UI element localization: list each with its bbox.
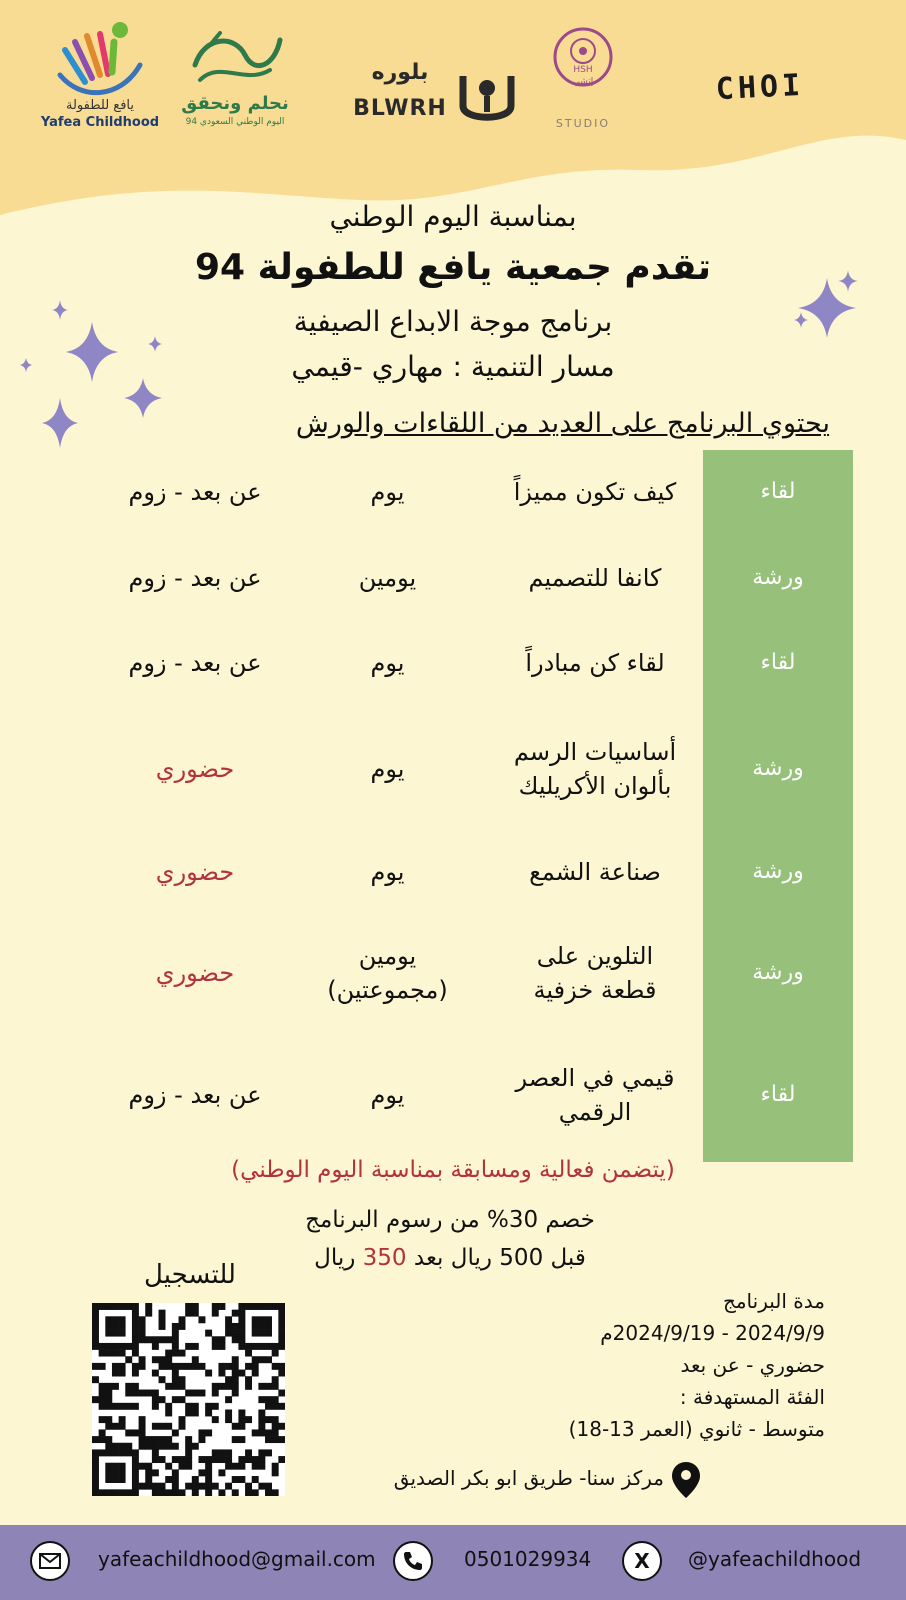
- session-row: [0, 558, 906, 598]
- qr-code-icon: [92, 1303, 285, 1496]
- session-duration: [300, 1078, 475, 1112]
- session-title-line: التلوين على: [536, 942, 654, 970]
- session-title: [485, 561, 705, 595]
- yafea-logo-english: Yafea Childhood: [40, 115, 160, 130]
- session-duration-line: يوم: [370, 1081, 405, 1109]
- location-pin-icon: [672, 1462, 700, 1498]
- session-row: [0, 1052, 906, 1138]
- session-title: [485, 475, 705, 509]
- hsh-arabic-text: إتشي: [572, 77, 594, 87]
- register-label: للتسجيل: [144, 1260, 236, 1290]
- hsh-text: HSH: [573, 65, 593, 75]
- session-row: [0, 852, 906, 892]
- location-text: مركز سنا- طريق ابو بكر الصديق: [393, 1466, 664, 1490]
- session-title-line: بألوان الأكريليك: [518, 772, 672, 800]
- session-type: ورشة: [752, 859, 804, 884]
- phone-text[interactable]: 0501029934: [464, 1547, 592, 1571]
- session-duration-line: يوم: [370, 478, 405, 506]
- session-duration: [300, 855, 475, 889]
- choi-logo: [700, 62, 820, 122]
- session-type: لقاء: [760, 1082, 796, 1107]
- email-text[interactable]: yafeachildhood@gmail.com: [98, 1547, 376, 1571]
- session-duration: [300, 752, 475, 786]
- program-name: برنامج موجة الابداع الصيفية: [293, 305, 613, 338]
- session-title-line: صناعة الشمع: [529, 858, 661, 886]
- national-day-calligraphy-icon: [175, 25, 295, 95]
- email-icon[interactable]: [30, 1541, 70, 1581]
- presenter-title: تقدم جمعية يافع للطفولة 94: [194, 247, 712, 288]
- session-mode: حضوري: [155, 959, 235, 987]
- session-mode: عن بعد - زوم: [128, 478, 262, 506]
- session-title: [485, 646, 705, 680]
- session-title-line: أساسيات الرسم: [513, 738, 677, 766]
- session-duration-line: يوم: [370, 755, 405, 783]
- hsh-studio-logo: [548, 25, 618, 135]
- studio-text: STUDIO: [555, 117, 611, 130]
- program-dates: 2024/9/9 - 2024/9/19م: [600, 1321, 825, 1345]
- session-title-line: قطعة خزفية: [533, 976, 657, 1004]
- contains-subtitle: يحتوي البرنامج على العديد من اللقاءات والورش: [295, 408, 830, 439]
- session-title-line: كانفا للتصميم: [528, 564, 662, 592]
- session-row: [0, 472, 906, 512]
- session-duration-line: (مجموعتين): [327, 976, 448, 1004]
- session-title-line: الرقمي: [558, 1098, 632, 1126]
- session-title-line: لقاء كن مبادراً: [525, 649, 665, 677]
- yafea-logo: [40, 20, 160, 132]
- session-title: [485, 855, 705, 889]
- session-mode: عن بعد - زوم: [128, 564, 262, 592]
- session-mode: عن بعد - زوم: [128, 649, 262, 677]
- session-type: لقاء: [760, 479, 796, 504]
- event-note: (يتضمن فعالية ومسابقة بمناسبة اليوم الوطني): [231, 1157, 675, 1183]
- session-title: [485, 735, 705, 803]
- sparkle-icon: [42, 398, 78, 448]
- session-mode: حضوري: [155, 755, 235, 783]
- session-duration-line: يوم: [370, 858, 405, 886]
- location: [330, 1462, 700, 1498]
- session-duration-line: يوم: [370, 649, 405, 677]
- session-title: [485, 939, 705, 1007]
- session-title: [485, 1061, 705, 1129]
- session-type: ورشة: [752, 565, 804, 590]
- track-text: مسار التنمية : مهاري -قيمي: [291, 350, 615, 383]
- occasion-text: بمناسبة اليوم الوطني: [329, 200, 577, 233]
- session-duration: [300, 475, 475, 509]
- details-block: [480, 1285, 825, 1445]
- session-duration-line: يومين: [358, 942, 417, 970]
- x-logo-icon[interactable]: X: [622, 1541, 662, 1581]
- price-before: قبل 500 ريال بعد: [413, 1245, 586, 1271]
- session-row: [0, 643, 906, 683]
- blwrh-mark-icon: [457, 66, 517, 126]
- blwrh-logo-english: BLWRH: [353, 96, 447, 121]
- session-duration: [300, 646, 475, 680]
- blwrh-logo: [345, 60, 520, 130]
- session-row: [0, 726, 906, 812]
- audience-label: الفئة المستهدفة :: [679, 1385, 825, 1409]
- price-currency: ريال: [314, 1245, 356, 1271]
- national-day-subtitle: اليوم الوطني السعودي 94: [185, 117, 285, 127]
- session-mode: حضوري: [155, 858, 235, 886]
- duration-label: مدة البرنامج: [722, 1289, 825, 1313]
- price-line: [250, 1245, 650, 1271]
- price-after: 350: [362, 1245, 407, 1271]
- audience-value: متوسط - ثانوي (العمر 13-18): [568, 1417, 825, 1441]
- session-type: ورشة: [752, 756, 804, 781]
- session-type: ورشة: [752, 960, 804, 985]
- yafea-hand-icon: [40, 20, 160, 100]
- x-handle-text[interactable]: @yafeachildhood: [688, 1547, 862, 1571]
- session-row: [0, 930, 906, 1016]
- session-duration: [300, 939, 475, 1007]
- national-day-title: نحلم ونحقق: [181, 93, 289, 114]
- session-duration: [300, 561, 475, 595]
- qr-code[interactable]: [92, 1303, 285, 1496]
- blwrh-logo-arabic: بلوره: [371, 60, 429, 85]
- session-title-line: قيمي في العصر: [515, 1064, 675, 1092]
- phone-icon[interactable]: [393, 1541, 433, 1581]
- session-mode: عن بعد - زوم: [128, 1081, 262, 1109]
- session-type: لقاء: [760, 650, 796, 675]
- national-day-logo: [175, 25, 295, 135]
- session-title-line: كيف تكون مميزاً: [513, 478, 677, 506]
- program-modes: حضوري - عن بعد: [680, 1353, 825, 1377]
- session-duration-line: يومين: [358, 564, 417, 592]
- choi-logo-text: CHOI: [715, 67, 805, 108]
- yafea-logo-arabic: يافع للطفولة: [66, 98, 134, 113]
- discount-line: خصم 30% من رسوم البرنامج: [305, 1207, 595, 1233]
